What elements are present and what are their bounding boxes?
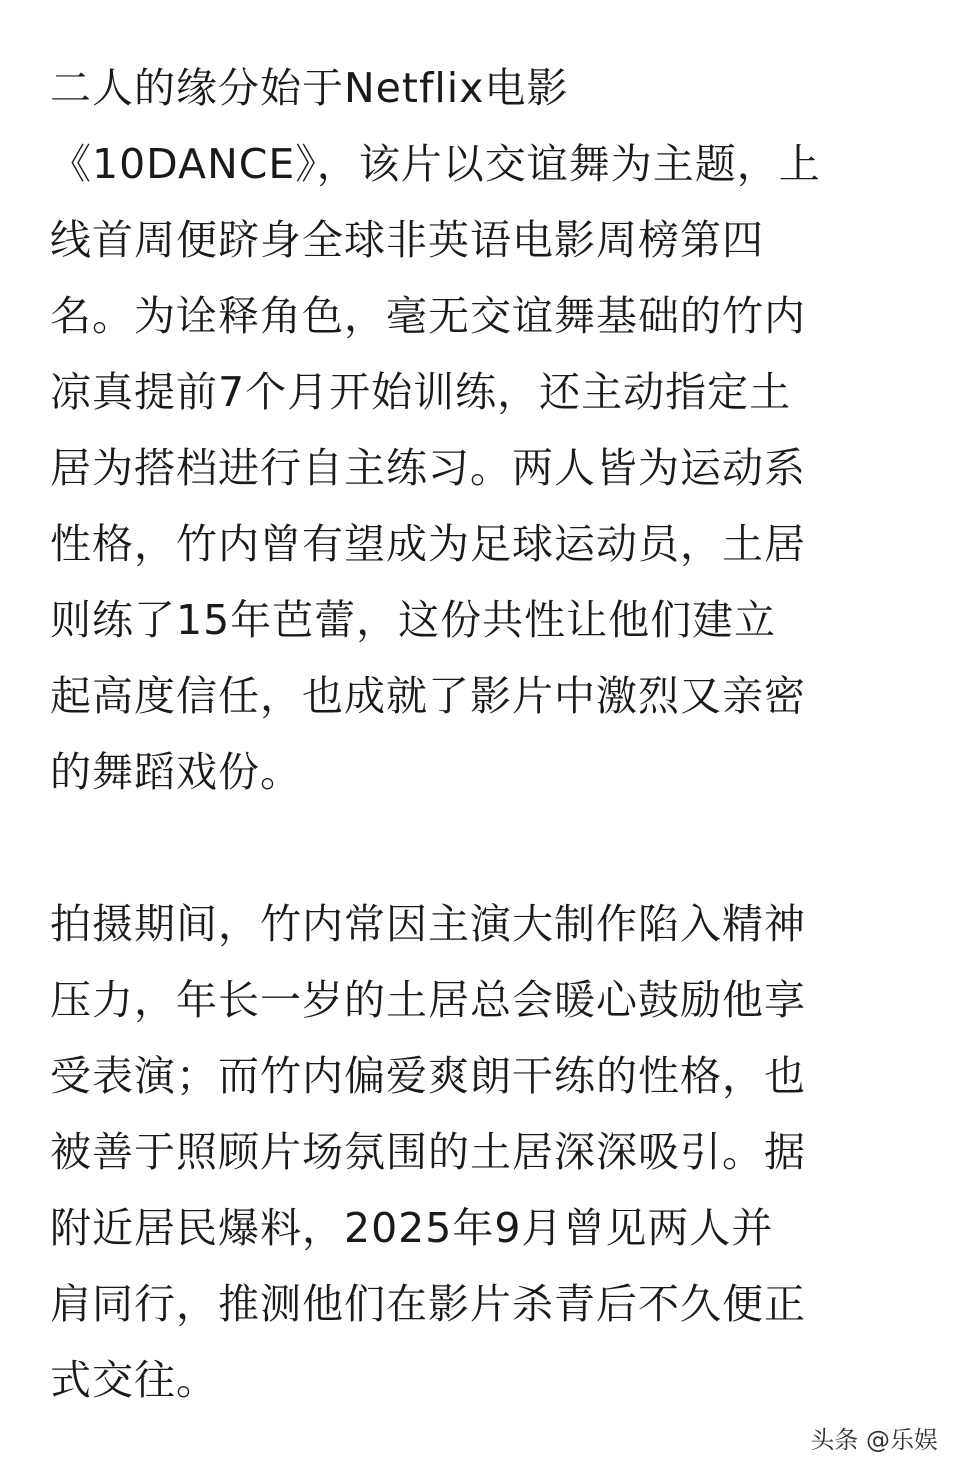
paragraph-2 [50,886,920,1418]
paragraph-1 [50,50,920,810]
article-body [50,50,920,1418]
text-line: 受表演；而竹内偏爱爽朗干练的性格，也 [50,1052,806,1100]
text-line: 压力，年长一岁的土居总会暖心鼓励他享 [50,976,806,1024]
text-line: 式交往。 [50,1356,218,1404]
text-line: 名。为诠释角色，毫无交谊舞基础的竹内 [50,292,806,340]
text-line: 线首周便跻身全球非英语电影周榜第四 [50,216,764,264]
text-line: 的舞蹈戏份。 [50,748,302,796]
text-line: 二人的缘分始于Netflix电影 [50,64,569,112]
text-line: 被善于照顾片场氛围的土居深深吸引。据 [50,1128,806,1176]
text-line: 居为搭档进行自主练习。两人皆为运动系 [50,444,806,492]
text-line: 凉真提前7个月开始训练，还主动指定土 [50,368,792,416]
text-line: 附近居民爆料，2025年9月曾见两人并 [50,1204,774,1252]
text-line: 起高度信任，也成就了影片中激烈又亲密 [50,672,806,720]
text-line: 则练了15年芭蕾，这份共性让他们建立 [50,596,777,644]
text-line: 拍摄期间，竹内常因主演大制作陷入精神 [50,900,806,948]
source-watermark: 头条 @乐娱 [810,1426,938,1454]
text-line: 性格，竹内曾有望成为足球运动员，土居 [50,520,806,568]
text-line: 肩同行，推测他们在影片杀青后不久便正 [50,1280,806,1328]
text-line: 《10DANCE》，该片以交谊舞为主题，上 [50,140,821,188]
